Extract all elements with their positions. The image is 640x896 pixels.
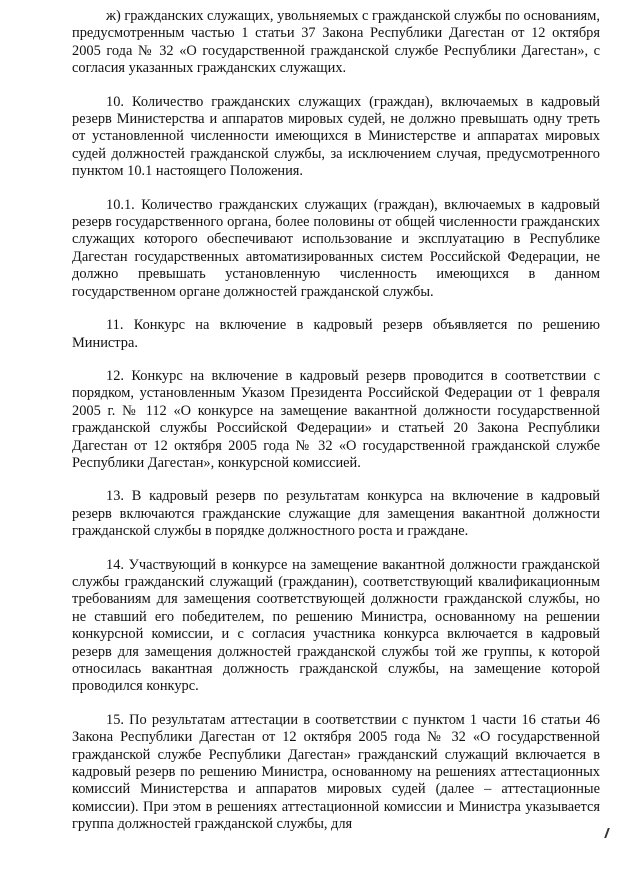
paragraph-13: 13. В кадровый резерв по результатам конкурса на включение в кадровый резерв включаются гражданские служащие для замещения вакантной должности гражданской службы в порядке должностного роста и граждане. [72, 488, 600, 540]
paragraph-10-1: 10.1. Количество гражданских служащих (граждан), включаемых в кадровый резерв государственного органа, более половины от общей численности гражданских служащих которого обеспечивают использование и эксплуатацию в Республике Дагестан государственных автоматизированных систем Российской Федерации, не должно превышать установленную численность имеющихся в данном государственном органе должностей гражданской службы. [72, 196, 600, 300]
paragraph-14: 14. Участвующий в конкурсе на замещение вакантной должности гражданской службы гражданский служащий (гражданин), соответствующий квалификационным требованиям для замещения соответствующей должности гражданской службы, но не ставший его победителем, по решению Министра, основанному на решении конкурсной комиссии, и с согласия участника конкурса включается в кадровый резерв для замещения должностей гражданской службы той же группы, к которой относилась вакантная должность гражданской службы, на замещение которой проводился конкурс. [72, 556, 600, 695]
paragraph-12: 12. Конкурс на включение в кадровый резерв проводится в соответствии с порядком, установленным Указом Президента Российской Федерации от 1 февраля 2005 г. № 112 «О конкурсе на замещение вакантной должности государственной гражданской службы Российской Федерации» и статьей 20 Закона Республики Дагестан от 12 октября 2005 года № 32 «О государственной гражданской службе Республики Дагестан», конкурсной комиссией. [72, 367, 600, 471]
paragraph-10: 10. Количество гражданских служащих (граждан), включаемых в кадровый резерв Министерства и аппаратов мировых судей, не должно превышать одну треть от установленной численности имеющихся в Министерстве и аппаратах мировых судей должностей гражданской службы, за исключением случая, предусмотренного пунктом 10.1 настоящего Положения. [72, 93, 600, 180]
paragraph-item-zh: ж) гражданских служащих, увольняемых с гражданской службы по основаниям, предусмотренным частью 1 статьи 37 Закона Республики Дагестан от 12 октября 2005 года № 32 «О государственной гражданской службе Республики Дагестан», с согласия указанных гражданских служащих. [72, 8, 600, 77]
scan-mark [604, 828, 616, 838]
paragraph-11: 11. Конкурс на включение в кадровый резерв объявляется по решению Министра. [72, 317, 600, 351]
paragraph-15: 15. По результатам аттестации в соответствии с пунктом 1 части 16 статьи 46 Закона Республики Дагестан от 12 октября 2005 года № 32 «О государственной гражданской службе Республики Дагестан» гражданский служащий включается в кадровый резерв по решению Министра, основанному на решениях аттестационных комиссий Министерства и аппаратов мировых судей (далее – аттестационные комиссии). При этом в решениях аттестационной комиссии и Министра указывается группа должностей гражданской службы, для [72, 711, 600, 833]
